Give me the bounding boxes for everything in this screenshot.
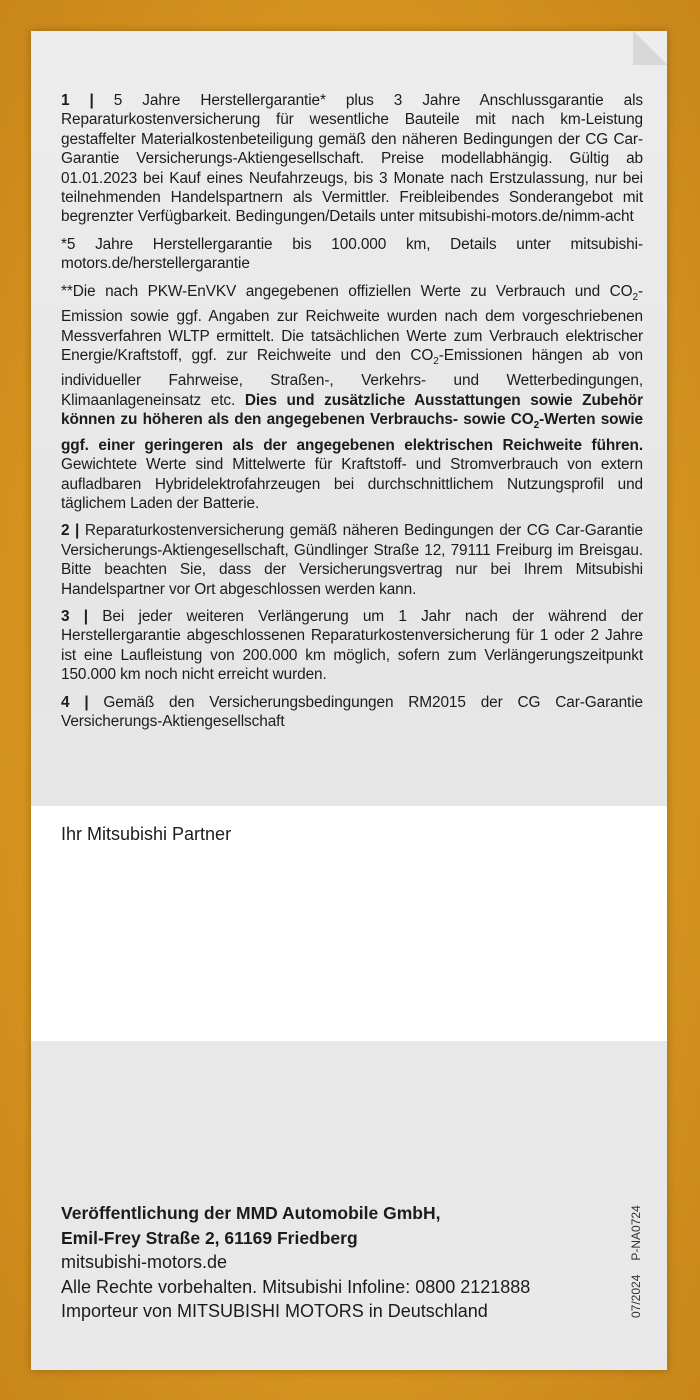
- publisher-line: Veröffentlichung der MMD Automobile GmbH,: [61, 1203, 441, 1223]
- print-code: [629, 1191, 643, 1318]
- folded-corner: [633, 31, 667, 65]
- website-link[interactable]: mitsubishi-motors.de: [61, 1252, 228, 1272]
- footnote-1: 1 | 5 Jahre Herstellergarantie* plus 3 Jahre Anschlussgarantie als Reparaturkostenversicherung für wesentliche Bauteile mit nach km-Leistung gestaffelter Materialkostenbeteiligung gemäß den näheren Bedingungen der CG Car-Garantie Versicherungs-Aktiengesellschaft. Preise modellabhängig. Gültig ab 01.01.2023 bei Kauf eines Neufahrzeugs, bis 3 Monate nach Erstzulassung, nur bei teilnehmenden Handelspartnern als Vermittler. Freibleibendes Sonderangebot mit begrenzter Verfügbarkeit. Bedingungen/Details unter mitsubishi-motors.de/nimm-acht: [61, 92, 643, 226]
- partner-stamp-area: [31, 806, 667, 1041]
- legal-text: [61, 91, 643, 739]
- rights-infoline: Alle Rechte vorbehalten. Mitsubishi Infoline: 0800 2121888: [61, 1276, 531, 1297]
- partner-label: Ihr Mitsubishi Partner: [61, 824, 232, 844]
- importer-line: Importeur von MITSUBISHI MOTORS in Deutschland: [61, 1301, 488, 1321]
- publisher-address: Emil-Frey Straße 2, 61169 Friedberg: [61, 1227, 358, 1248]
- footnote-star: *5 Jahre Herstellergarantie bis 100.000 km, Details unter mitsubishi-motors.de/herstellergarantie: [61, 235, 643, 273]
- footnote-3: 3 | Bei jeder weiteren Verlängerung um 1 Jahr nach der während der Herstellergarantie abgeschlossenen Reparaturkostenversicherung für 1 oder 2 Jahre ist eine Laufleistung von 200.000 km möglich, sofern zum Verlängerungszeitpunkt 150.000 km noch nicht erreicht wurden.: [61, 607, 644, 684]
- paper-sheet: [31, 31, 667, 1370]
- publisher-footer: [61, 1201, 621, 1324]
- footnote-double-star: **Die nach PKW-EnVKV angegebenen offiziellen Werte zu Verbrauch und $CO_2$-Emission sowie ggf. Angaben zur Reichweite wurden nach dem vorgeschriebenen Messverfahren WLTP ermittelt. Die tatsächlichen Werte zum Verbrauch elektrischer Energie/Kraftstoff, ggf. zur Reichweite und den $CO_2$-Emissionen hängen ab von individueller Fahrweise, Straßen-, Verkehrs- und Wetterbedingungen, Klimaanlageneinsatz etc. Dies und zusätzliche Ausstattungen sowie Zubehör können zu höheren als den angegebenen Verbrauchs- sowie $CO_2$-Werten sowie ggf. einer geringeren als der angegebenen elektrischen Reichweite führen. Gewichtete Werte sind Mittelwerte für Kraftstoff- und Stromverbrauch von extern aufladbaren Hybridelektrofahrzeugen bei durchschnittlichem Nutzungsprofil und täglichem Laden der Batterie.: [61, 282, 643, 512]
- print-date: 07/2024: [629, 1274, 643, 1318]
- print-reference: P-NA0724: [629, 1205, 643, 1261]
- footnote-4: 4 | Gemäß den Versicherungsbedingungen RM2015 der CG Car-Garantie Versicherungs-Aktiengesellschaft: [61, 693, 644, 731]
- footnote-2: 2 | Reparaturkostenversicherung gemäß näheren Bedingungen der CG Car-Garantie Versicherungs-Aktiengesellschaft, Gündlinger Straße 12, 79111 Freiburg im Breisgau. Bitte beachten Sie, dass der Versicherungsvertrag nur bei Ihrem Mitsubishi Handelspartner vor Ort abgeschlossen werden kann.: [61, 522, 643, 598]
